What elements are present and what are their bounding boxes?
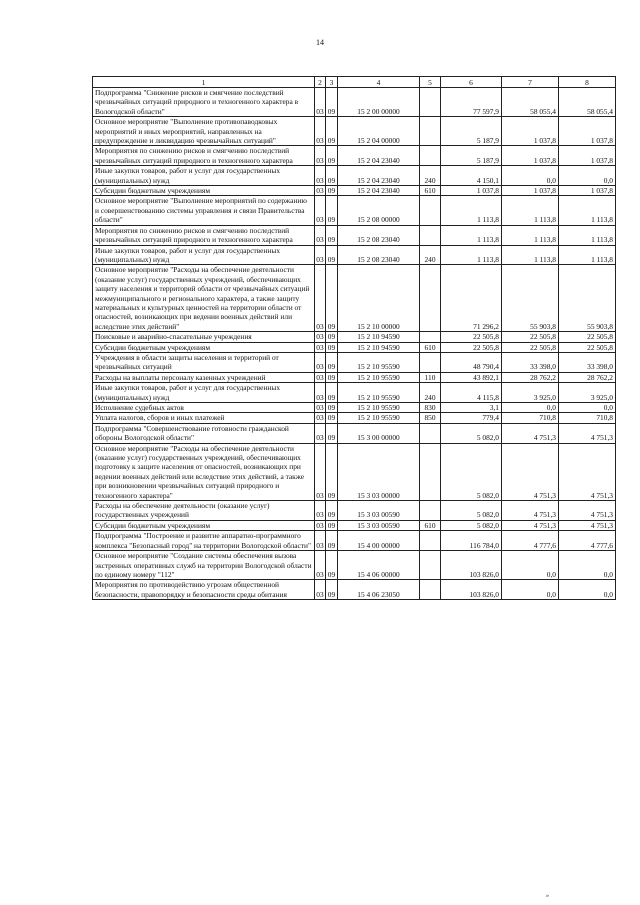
amount-year1-cell: 22 505,8 — [441, 332, 502, 342]
amount-year2-cell: 22 505,8 — [502, 342, 559, 352]
target-code-cell: 15 2 04 23040 — [338, 146, 420, 166]
expense-type-cell — [420, 146, 441, 166]
table-row — [93, 580, 616, 600]
amount-year2-cell: 0,0 — [502, 403, 559, 413]
expense-type-cell — [420, 531, 441, 551]
expense-type-cell — [420, 196, 441, 225]
section-cell: 03 — [315, 443, 326, 500]
section-cell: 03 — [315, 225, 326, 245]
header-cell-col-6: 6 — [441, 77, 502, 88]
target-code-cell: 15 3 00 00000 — [338, 423, 420, 443]
subsection-cell: 09 — [326, 443, 338, 500]
section-cell: 03 — [315, 88, 326, 117]
subsection-cell: 09 — [326, 531, 338, 551]
section-cell: 03 — [315, 580, 326, 600]
expense-type-cell — [420, 551, 441, 580]
amount-year1-cell: 5 082,0 — [441, 520, 502, 530]
amount-year3-cell: 22 505,8 — [559, 332, 616, 342]
amount-year2-cell: 0,0 — [502, 166, 559, 186]
amount-year2-cell: 58 055,4 — [502, 88, 559, 117]
target-code-cell: 15 2 00 00000 — [338, 88, 420, 117]
name-cell: Основное мероприятие "Выполнение мероприятий по содержанию и совершенствованию системы управления и связи Правительства области" — [93, 196, 315, 225]
name-cell: Мероприятия по снижению рисков и смягчению последствий чрезвычайных ситуаций природного и техногенного характера — [93, 225, 315, 245]
amount-year2-cell: 1 113,8 — [502, 196, 559, 225]
section-cell: 03 — [315, 166, 326, 186]
section-cell: 03 — [315, 117, 326, 146]
amount-year2-cell: 4 751,3 — [502, 443, 559, 500]
amount-year1-cell: 43 892,1 — [441, 372, 502, 382]
amount-year1-cell: 779,4 — [441, 413, 502, 423]
target-code-cell: 15 2 08 23040 — [338, 245, 420, 265]
amount-year1-cell: 22 505,8 — [441, 342, 502, 352]
section-cell: 03 — [316, 186, 324, 196]
section-cell: 03 — [316, 520, 324, 530]
expense-type-cell: 850 — [420, 413, 441, 423]
page-number: 14 — [316, 38, 324, 47]
subsection-cell: 09 — [326, 520, 338, 530]
target-code-cell: 15 2 10 95590 — [338, 383, 420, 403]
header-cell-col-7: 7 — [502, 77, 559, 88]
expense-type-cell — [420, 423, 441, 443]
expense-type-cell — [420, 443, 441, 500]
subsection-cell: 09 — [326, 342, 338, 352]
subsection-cell: 09 — [326, 413, 338, 423]
amount-year2-cell: 3 925,0 — [502, 383, 559, 403]
target-code-cell: 15 4 06 23050 — [338, 580, 420, 600]
table-row — [93, 531, 616, 551]
section-cell: 03 — [315, 352, 326, 372]
amount-year1-cell: 3,1 — [441, 403, 502, 413]
expense-type-cell — [420, 332, 441, 342]
target-code-cell: 15 2 04 23040 — [338, 186, 420, 196]
subsection-cell: 09 — [326, 332, 338, 342]
amount-year3-cell: 1 113,8 — [559, 196, 616, 225]
amount-year1-cell: 4 150,1 — [441, 166, 502, 186]
target-code-cell: 15 2 04 00000 — [338, 117, 420, 146]
amount-year2-cell: 4 751,3 — [502, 501, 559, 521]
amount-year2-cell: 55 903,8 — [502, 265, 559, 332]
name-cell: Субсидии бюджетным учреждениям — [93, 342, 315, 352]
target-code-cell: 15 4 06 00000 — [338, 551, 420, 580]
header-cell-col-2: 2 — [315, 77, 326, 88]
expense-type-cell — [420, 225, 441, 245]
target-code-cell: 15 2 10 00000 — [338, 265, 420, 332]
amount-year3-cell: 0,0 — [559, 580, 616, 600]
target-code-cell: 15 4 00 00000 — [338, 531, 420, 551]
amount-year1-cell: 5 082,0 — [441, 443, 502, 500]
amount-year3-cell: 4 751,3 — [559, 501, 616, 521]
target-code-cell: 15 2 10 94590 — [338, 332, 420, 342]
section-cell: 03 — [315, 146, 326, 166]
name-cell: Основное мероприятие "Создание системы обеспечения вызова экстренных оперативных служб на территории Вологодской области по единому номеру "112" — [93, 551, 315, 580]
expense-type-cell — [420, 352, 441, 372]
expense-type-cell: 240 — [420, 245, 441, 265]
table-row — [93, 88, 616, 117]
amount-year2-cell: 0,0 — [502, 551, 559, 580]
expense-type-cell — [420, 117, 441, 146]
amount-year3-cell: 33 398,0 — [559, 352, 616, 372]
amount-year2-cell: 4 777,6 — [502, 531, 559, 551]
amount-year3-cell: 4 751,3 — [559, 443, 616, 500]
amount-year2-cell: 28 762,2 — [502, 372, 559, 382]
name-cell: Расходы на обеспечение деятельности (оказание услуг) государственных учреждений — [93, 501, 315, 521]
name-cell: Иные закупки товаров, работ и услуг для государственных (муниципальных) нужд — [93, 166, 315, 186]
amount-year1-cell: 4 115,8 — [441, 383, 502, 403]
name-cell: Основное мероприятие "Расходы на обеспечение деятельности (оказание услуг) государственных учреждений, обеспечивающих защиту населения и территорий области от чрезвычайных ситуаций межмуниципального и регионального характера, а также защиту материальных и культурных ценностей на территории области от опасностей, возникающих при ведении военных действий или вследствие этих действий" — [93, 265, 315, 332]
amount-year1-cell: 48 790,4 — [441, 352, 502, 372]
expense-type-cell — [420, 265, 441, 332]
subsection-cell: 09 — [326, 88, 338, 117]
subsection-cell: 09 — [326, 551, 338, 580]
table-row — [93, 443, 616, 500]
amount-year1-cell: 103 826,0 — [441, 551, 502, 580]
target-code-cell: 15 3 03 00590 — [338, 501, 420, 521]
target-code-cell: 15 2 10 94590 — [338, 342, 420, 352]
subsection-cell: 09 — [326, 580, 338, 600]
expense-type-cell — [420, 580, 441, 600]
amount-year2-cell: 22 505,8 — [502, 332, 559, 342]
header-cell-col-8: 8 — [559, 77, 616, 88]
amount-year2-cell: 1 113,8 — [502, 225, 559, 245]
subsection-cell: 09 — [326, 383, 338, 403]
amount-year1-cell: 1 113,8 — [441, 196, 502, 225]
amount-year3-cell: 1 037,8 — [559, 186, 616, 196]
amount-year3-cell: 1 037,8 — [559, 117, 616, 146]
name-cell: Мероприятия по снижению рисков и смягчению последствий чрезвычайных ситуаций природного и техногенного характера — [93, 146, 315, 166]
name-cell: Субсидии бюджетным учреждениям — [93, 520, 315, 530]
amount-year1-cell: 1 037,8 — [441, 186, 502, 196]
table-row — [93, 117, 616, 146]
amount-year1-cell: 5 187,9 — [441, 146, 502, 166]
table-row — [93, 225, 616, 245]
subsection-cell: 09 — [326, 196, 338, 225]
target-code-cell: 15 3 03 00590 — [338, 520, 420, 530]
subsection-cell: 09 — [326, 352, 338, 372]
amount-year3-cell: 4 751,3 — [559, 423, 616, 443]
header-cell-col-3: 3 — [326, 77, 338, 88]
table-row — [93, 146, 616, 166]
section-cell: 03 — [315, 551, 326, 580]
name-cell: Мероприятия по противодействию угрозам общественной безопасности, правопорядку и безопасности среды обитания — [93, 580, 315, 600]
section-cell: 03 — [315, 383, 326, 403]
expense-type-cell: 110 — [420, 372, 441, 382]
table-row — [93, 352, 616, 372]
subsection-cell: 09 — [326, 423, 338, 443]
expense-type-cell: 240 — [420, 166, 441, 186]
section-cell: 03 — [316, 332, 324, 342]
header-cell-col-1: 1 — [93, 77, 315, 88]
expense-type-cell: 240 — [420, 383, 441, 403]
amount-year2-cell: 0,0 — [502, 580, 559, 600]
name-cell: Уплата налогов, сборов и иных платежей — [93, 413, 315, 423]
target-code-cell: 15 2 10 95590 — [338, 352, 420, 372]
expense-type-cell — [420, 88, 441, 117]
table-row — [93, 423, 616, 443]
amount-year2-cell: 33 398,0 — [502, 352, 559, 372]
table-row — [93, 245, 616, 265]
amount-year3-cell: 0,0 — [559, 403, 616, 413]
amount-year3-cell: 22 505,8 — [559, 342, 616, 352]
section-cell: 03 — [315, 265, 326, 332]
name-cell: Иные закупки товаров, работ и услуг для государственных (муниципальных) нужд — [93, 383, 315, 403]
table-row — [93, 342, 616, 352]
table-row — [93, 332, 616, 342]
target-code-cell: 15 2 10 95590 — [338, 413, 420, 423]
expense-type-cell: 830 — [420, 403, 441, 413]
amount-year2-cell: 710,8 — [502, 413, 559, 423]
amount-year3-cell: 3 925,0 — [559, 383, 616, 403]
amount-year3-cell: 0,0 — [559, 166, 616, 186]
name-cell: Подпрограмма "Построение и развитие аппаратно-программного комплекса "Безопасный город" на территории Вологодской области" — [93, 531, 315, 551]
table-row — [93, 186, 616, 196]
amount-year3-cell: 1 037,8 — [559, 146, 616, 166]
amount-year3-cell: 4 751,3 — [559, 520, 616, 530]
amount-year1-cell: 116 784,0 — [441, 531, 502, 551]
target-code-cell: 15 2 08 23040 — [338, 225, 420, 245]
subsection-cell: 09 — [326, 117, 338, 146]
name-cell: Подпрограмма "Снижение рисков и смягчение последствий чрезвычайных ситуаций природного и техногенного характера в Вологодской области" — [93, 88, 315, 117]
amount-year3-cell: 58 055,4 — [559, 88, 616, 117]
header-cell-col-4: 4 — [338, 77, 420, 88]
subsection-cell: 09 — [326, 501, 338, 521]
name-cell: Основное мероприятие "Расходы на обеспечение деятельности (оказание услуг) государственных учреждений, обеспечивающих подготовку к защите населения от опасностей, возникающих при ведении военных действий или вследствие этих действий, а также при возникновении чрезвычайных ситуаций природного и техногенного характера" — [93, 443, 315, 500]
amount-year1-cell: 77 597,9 — [441, 88, 502, 117]
name-cell: Расходы на выплаты персоналу казенных учреждений — [93, 372, 315, 382]
amount-year2-cell: 1 037,8 — [502, 146, 559, 166]
section-cell: 03 — [315, 423, 326, 443]
amount-year1-cell: 1 113,8 — [441, 245, 502, 265]
amount-year2-cell: 1 037,8 — [502, 186, 559, 196]
header-cell-col-5: 5 — [420, 77, 441, 88]
target-code-cell: 15 2 08 00000 — [338, 196, 420, 225]
name-cell: Учреждения в области защиты населения и территорий от чрезвычайных ситуаций — [93, 352, 315, 372]
section-cell: 03 — [316, 372, 324, 382]
section-cell: 03 — [315, 531, 326, 551]
amount-year2-cell: 4 751,3 — [502, 520, 559, 530]
target-code-cell: 15 2 04 23040 — [338, 166, 420, 186]
amount-year2-cell: 4 751,3 — [502, 423, 559, 443]
table-row — [93, 196, 616, 225]
target-code-cell: 15 2 10 95590 — [338, 372, 420, 382]
table-row — [93, 520, 616, 530]
amount-year3-cell: 0,0 — [559, 551, 616, 580]
subsection-cell: 09 — [326, 166, 338, 186]
footer-mark: » — [546, 893, 549, 899]
subsection-cell: 09 — [326, 265, 338, 332]
name-cell: Поисковые и аварийно-спасательные учреждения — [93, 332, 315, 342]
name-cell: Иные закупки товаров, работ и услуг для государственных (муниципальных) нужд — [93, 245, 315, 265]
table-row — [93, 551, 616, 580]
table-row — [93, 383, 616, 403]
amount-year1-cell: 5 082,0 — [441, 501, 502, 521]
subsection-cell: 09 — [326, 146, 338, 166]
amount-year1-cell: 71 296,2 — [441, 265, 502, 332]
section-cell: 03 — [316, 403, 324, 412]
table-row — [93, 265, 616, 332]
section-cell: 03 — [316, 413, 324, 423]
amount-year3-cell: 1 113,8 — [559, 245, 616, 265]
name-cell: Подпрограмма "Совершенствование готовности гражданской обороны Вологодской области" — [93, 423, 315, 443]
section-cell: 03 — [315, 245, 326, 265]
target-code-cell: 15 2 10 95590 — [338, 403, 420, 413]
amount-year1-cell: 5 082,0 — [441, 423, 502, 443]
target-code-cell: 15 3 03 00000 — [338, 443, 420, 500]
amount-year3-cell: 710,8 — [559, 413, 616, 423]
amount-year3-cell: 4 777,6 — [559, 531, 616, 551]
expense-type-cell — [420, 501, 441, 521]
table-header-row — [93, 77, 616, 88]
section-cell: 03 — [316, 342, 324, 352]
subsection-cell: 09 — [326, 186, 338, 196]
table-row — [93, 372, 616, 382]
subsection-cell: 09 — [326, 372, 338, 382]
subsection-cell: 09 — [326, 245, 338, 265]
subsection-cell: 09 — [326, 225, 338, 245]
amount-year3-cell: 55 903,8 — [559, 265, 616, 332]
amount-year3-cell: 1 113,8 — [559, 225, 616, 245]
table-row — [93, 413, 616, 423]
table-row — [93, 501, 616, 521]
subsection-cell: 09 — [326, 403, 338, 413]
amount-year1-cell: 103 826,0 — [441, 580, 502, 600]
expense-type-cell: 610 — [420, 342, 441, 352]
name-cell: Основное мероприятие "Выполнение противопаводковых мероприятий и иных мероприятий, направленных на предупреждение и ликвидацию чрезвычайных ситуаций" — [93, 117, 315, 146]
name-cell: Субсидии бюджетным учреждениям — [93, 186, 315, 196]
table-row — [93, 166, 616, 186]
amount-year3-cell: 28 762,2 — [559, 372, 616, 382]
expense-type-cell: 610 — [420, 186, 441, 196]
amount-year1-cell: 5 187,9 — [441, 117, 502, 146]
name-cell: Исполнение судебных актов — [93, 403, 315, 413]
amount-year2-cell: 1 037,8 — [502, 117, 559, 146]
expense-type-cell: 610 — [420, 520, 441, 530]
budget-table — [92, 76, 616, 600]
section-cell: 03 — [315, 196, 326, 225]
section-cell: 03 — [315, 501, 326, 521]
table-row — [93, 403, 616, 413]
amount-year1-cell: 1 113,8 — [441, 225, 502, 245]
amount-year2-cell: 1 113,8 — [502, 245, 559, 265]
